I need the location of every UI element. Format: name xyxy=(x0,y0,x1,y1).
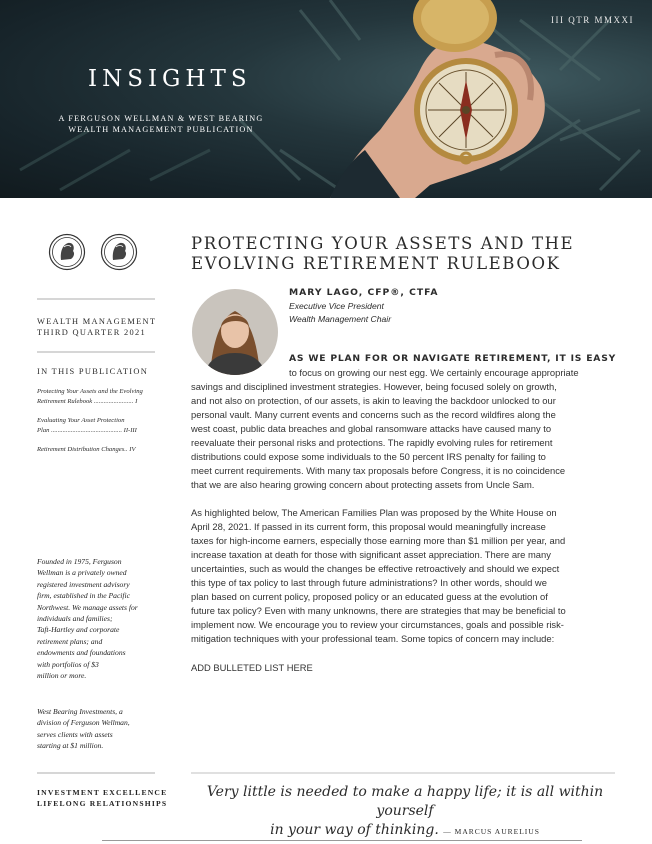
list-placeholder: ADD BULLETED LIST HERE xyxy=(191,662,313,673)
quote-attribution: — MARCUS AURELIUS xyxy=(443,827,540,836)
about-line: retirement plans; and xyxy=(37,636,103,646)
about-line: Wellman is a privately owned xyxy=(37,568,127,578)
motto-line: LIFELONG RELATIONSHIPS xyxy=(37,799,168,808)
about-line: Founded in 1975, Ferguson xyxy=(37,557,122,566)
toc-item-text: Plan ........................................... II-III xyxy=(37,427,137,434)
pull-quote xyxy=(200,783,610,841)
publication-title: INSIGHTS xyxy=(88,66,252,92)
toc-item-text: Retirement Rulebook ........................ I xyxy=(37,398,138,405)
body-line: future tax policy? Even with many unknowns, there are strategies that may be beneficial to xyxy=(191,605,566,616)
about-line: endowments and foundations xyxy=(37,648,126,658)
body-line: distributions could expose some individuals to the 50 percent IRS penalty for failing to xyxy=(191,451,546,462)
section-label-line: THIRD QUARTER 2021 xyxy=(37,328,146,337)
toc-item-text: Retirement Distribution Changes.. IV xyxy=(37,446,136,453)
toc-item[interactable] xyxy=(37,416,159,436)
body-line: As highlighted below, The American Families Plan was proposed by the White House on xyxy=(191,507,557,518)
article-lead: AS WE PLAN FOR OR NAVIGATE RETIREMENT, IT IS EASY xyxy=(289,353,617,364)
body-line: this type of tax policy to last through future administrations? In other words, should we xyxy=(191,577,547,588)
table-of-contents xyxy=(37,387,159,464)
coin-logos xyxy=(48,233,148,276)
coin-logo-icon xyxy=(48,233,86,271)
subtitle-line: A FERGUSON WELLMAN & WEST BEARING xyxy=(58,114,264,123)
issue-label: III QTR MMXXI xyxy=(551,15,634,25)
toc-heading: IN THIS PUBLICATION xyxy=(37,367,149,376)
about-line: firm, established in the Pacific xyxy=(37,591,131,601)
body-line: April 28, 2021. If passed in its current form, this proposal would meaningfully increase xyxy=(191,521,546,532)
about-line: serves clients with assets xyxy=(37,729,113,739)
body-line: mitigation techniques with your professional team. Some topics of concern may include: xyxy=(191,633,555,644)
quote-line: in your way of thinking. xyxy=(270,822,439,838)
motto-line: INVESTMENT EXCELLENCE xyxy=(37,788,168,797)
about-line: with portfolios of $3 xyxy=(37,659,99,669)
body-line: increase taxation at death for those with significant asset appreciation. There are many xyxy=(191,549,551,560)
body-line: savings and disciplined investment strategies. However, being focused solely on growth, xyxy=(191,381,557,392)
divider xyxy=(37,772,155,774)
hero-banner xyxy=(0,0,652,198)
about-line: division of Ferguson Wellman, xyxy=(37,718,130,728)
publication-subtitle xyxy=(46,113,276,135)
toc-item[interactable] xyxy=(37,445,159,455)
body-line: meet current requirements. With many tax proposals before Congress, it is no coincidence xyxy=(191,465,566,476)
divider xyxy=(102,840,582,841)
body-line: that we are also hearing growing concern about protecting assets from Uncle Sam. xyxy=(191,479,535,490)
body-line: implement now. We encourage you to review your circumstances, goals and possible risk- xyxy=(191,619,564,630)
body-line: reevaluate their personal risks and protections. The rapidly evolving rules for retirement xyxy=(191,437,553,448)
toc-item-text: Protecting Your Assets and the Evolving xyxy=(37,388,143,395)
author-title: Wealth Management Chair xyxy=(289,314,392,324)
section-label xyxy=(37,316,156,338)
divider xyxy=(37,351,155,353)
firm-motto xyxy=(37,787,167,809)
firm-description xyxy=(37,556,157,681)
about-line: starting at $1 million. xyxy=(37,741,104,751)
body-line: west coast, public data breaches and global ransomware attacks have caused many to xyxy=(191,423,552,434)
body-line: and not also on protection, of our assets, is akin to leaving the backdoor unlocked to our xyxy=(191,395,556,406)
body-line: plan based on current policy, proposed policy or an educated guess at the evolution of xyxy=(191,591,548,602)
toc-item-text: Evaluating Your Asset Protection xyxy=(37,417,125,424)
author-photo xyxy=(192,289,278,375)
divider xyxy=(191,772,615,774)
section-label-line: WEALTH MANAGEMENT xyxy=(37,317,157,326)
coin-logo-icon xyxy=(100,233,138,271)
about-line: individuals and families; xyxy=(37,614,113,624)
divider xyxy=(37,298,155,300)
author-name: MARY LAGO, CFP®, CTFA xyxy=(289,287,439,298)
article-headline xyxy=(191,234,631,274)
division-description xyxy=(37,706,157,752)
hero-photo xyxy=(0,0,652,198)
headline-line: EVOLVING RETIREMENT RULEBOOK xyxy=(191,254,561,273)
about-line: Taft-Hartley and corporate xyxy=(37,625,120,635)
body-line: to focus on growing our nest egg. We certainly encourage appropriate xyxy=(289,367,579,378)
about-line: registered investment advisory xyxy=(37,579,130,589)
quote-line: Very little is needed to make a happy life; it is all within yourself xyxy=(206,784,604,819)
about-line: million or more. xyxy=(37,671,87,681)
body-line: uncertainties, such as would the changes be effective retroactively and should we expect xyxy=(191,563,560,574)
body-line: taxes for high-income earners, especially those earning more than $1 million per year, and xyxy=(191,535,566,546)
body-line: personal vault. Many current events and concerns such as the record wildfires along the xyxy=(191,409,556,420)
subtitle-line: WEALTH MANAGEMENT PUBLICATION xyxy=(68,125,254,134)
toc-item[interactable] xyxy=(37,387,159,407)
about-line: West Bearing Investments, a xyxy=(37,707,123,716)
author-title: Executive Vice President xyxy=(289,301,384,311)
about-line: Northwest. We manage assets for xyxy=(37,602,138,612)
headline-line: PROTECTING YOUR ASSETS AND THE xyxy=(191,234,575,253)
